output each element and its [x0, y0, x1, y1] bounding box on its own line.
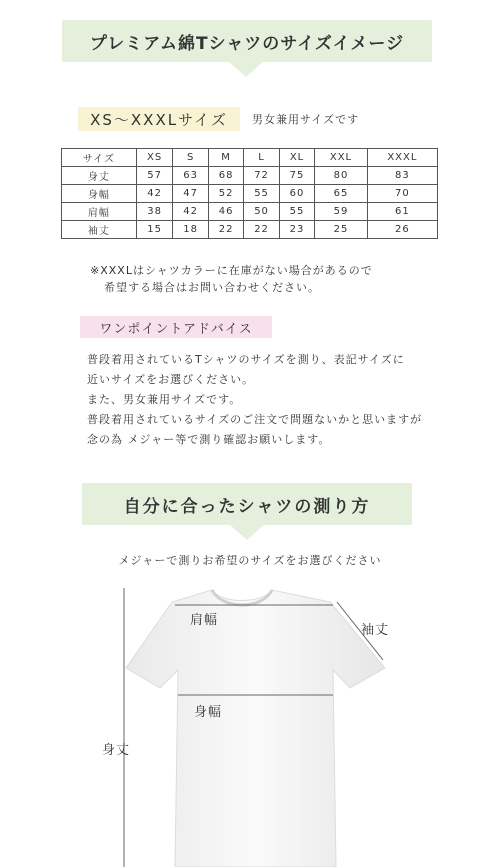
advice-line: また、男女兼用サイズです。 [87, 393, 242, 406]
table-header-cell: S [173, 149, 208, 167]
table-cell: 55 [244, 185, 279, 203]
table-row [62, 221, 438, 239]
table-header-cell: サイズ [62, 149, 137, 167]
table-header-cell: M [208, 149, 243, 167]
table-cell: 38 [136, 203, 173, 221]
banner-arrow [229, 524, 265, 540]
sleeve-label: 袖丈 [361, 623, 390, 638]
table-cell: 22 [208, 221, 243, 239]
table-header-row [62, 149, 438, 167]
table-cell: 46 [208, 203, 243, 221]
table-cell: 身幅 [62, 185, 137, 203]
advice-heading: ワンポイントアドバイス [80, 316, 272, 338]
table-cell: 80 [315, 167, 367, 185]
table-cell: 15 [136, 221, 173, 239]
shoulder-label: 肩幅 [190, 613, 219, 628]
table-cell: 42 [136, 185, 173, 203]
table-row [62, 167, 438, 185]
table-cell: 55 [279, 203, 314, 221]
table-cell: 63 [173, 167, 208, 185]
table-cell: 身丈 [62, 167, 137, 185]
advice-line: 近いサイズをお選びください。 [87, 373, 255, 386]
table-cell: 65 [315, 185, 367, 203]
table-cell: 18 [173, 221, 208, 239]
page-title: プレミアム綿Tシャツのサイズイメージ [62, 20, 432, 62]
table-cell: 26 [367, 221, 437, 239]
banner-arrow [228, 61, 264, 77]
measure-title: 自分に合ったシャツの測り方 [82, 483, 412, 525]
table-cell: 70 [367, 185, 437, 203]
table-header-cell: XS [136, 149, 173, 167]
tshirt-shape [126, 590, 385, 867]
table-row [62, 185, 438, 203]
unisex-note: 男女兼用サイズです [252, 113, 360, 126]
table-cell: 袖丈 [62, 221, 137, 239]
size-range-heading: XS〜XXXLサイズ [78, 107, 240, 131]
table-cell: 57 [136, 167, 173, 185]
table-cell: 23 [279, 221, 314, 239]
table-row [62, 203, 438, 221]
table-header-cell: XXL [315, 149, 367, 167]
table-cell: 肩幅 [62, 203, 137, 221]
advice-line: 普段着用されているTシャツのサイズを測り、表記サイズに [87, 353, 405, 366]
table-cell: 22 [244, 221, 279, 239]
advice-line: 念の為 メジャー等で測り確認お願いします。 [87, 433, 331, 446]
table-header-cell: XXXL [367, 149, 437, 167]
length-label: 身丈 [102, 743, 131, 758]
tshirt-diagram [0, 570, 500, 867]
table-cell: 75 [279, 167, 314, 185]
table-cell: 68 [208, 167, 243, 185]
table-cell: 72 [244, 167, 279, 185]
table-cell: 52 [208, 185, 243, 203]
stock-note-line2: 希望する場合はお問い合わせください。 [104, 281, 320, 294]
table-cell: 83 [367, 167, 437, 185]
table-cell: 47 [173, 185, 208, 203]
table-cell: 60 [279, 185, 314, 203]
table-cell: 25 [315, 221, 367, 239]
stock-note-line1: ※XXXLはシャツカラーに在庫がない場合があるので [90, 264, 373, 277]
table-cell: 61 [367, 203, 437, 221]
measure-intro: メジャーで測りお希望のサイズをお選びください [118, 554, 382, 567]
table-header-cell: XL [279, 149, 314, 167]
width-label: 身幅 [194, 705, 223, 720]
table-header-cell: L [244, 149, 279, 167]
advice-line: 普段着用されているサイズのご注文で問題ないかと思いますが [87, 413, 423, 426]
table-cell: 42 [173, 203, 208, 221]
table-cell: 50 [244, 203, 279, 221]
table-cell: 59 [315, 203, 367, 221]
size-table [61, 148, 438, 239]
